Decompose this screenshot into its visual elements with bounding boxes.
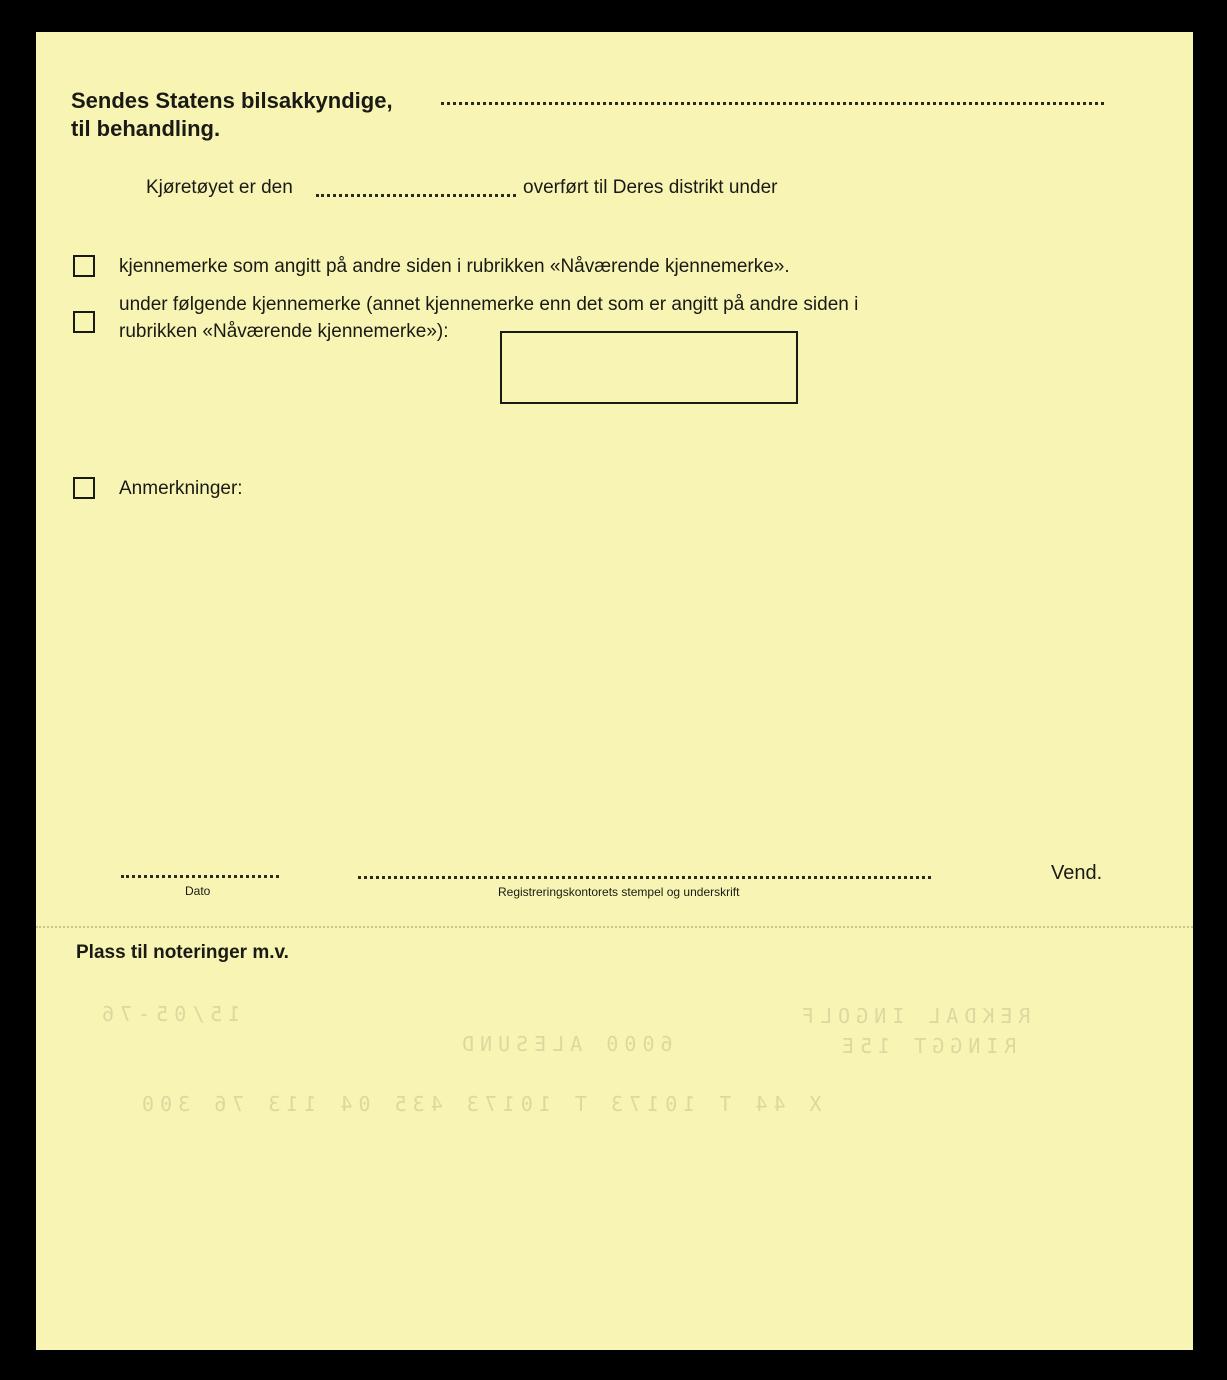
stamp-label: Registreringskontorets stempel og underskrift [498, 885, 740, 899]
heading-line2: til behandling. [71, 116, 221, 141]
option2-label-line1: under følgende kjennemerke (annet kjennemerke enn det som er angitt på andre siden i [119, 294, 859, 315]
heading-line1: Sendes Statens bilsakkyndige, [71, 88, 393, 113]
date-fill-line[interactable] [121, 875, 279, 878]
turn-over-label: Vend. [1051, 862, 1103, 884]
notes-label: Plass til noteringer m.v. [76, 942, 289, 963]
transfer-date-fill-line[interactable] [316, 194, 516, 197]
bleed-through-date: 15/05-76 [96, 1002, 241, 1026]
date-label: Dato [185, 884, 211, 898]
addressee-fill-line[interactable] [441, 102, 1104, 105]
remarks-label: Anmerkninger: [119, 478, 243, 499]
bleed-through-street: RINGGT 15E [836, 1034, 1017, 1058]
bleed-through-codes: X 44 T 10173 T 10173 435 04 113 76 300 [136, 1092, 822, 1116]
transfer-label: Kjøretøyet er den [146, 177, 293, 198]
form-sheet [36, 32, 1193, 1350]
remarks-checkbox[interactable] [73, 477, 95, 499]
bleed-through-city: 6000 ALESUND [456, 1032, 673, 1056]
transfer-label-end: overført til Deres distrikt under [523, 177, 778, 198]
option1-checkbox[interactable] [73, 255, 95, 277]
option2-label-line2: rubrikken «Nåværende kjennemerke»): [119, 321, 449, 342]
stamp-signature-fill-line[interactable] [358, 876, 931, 879]
registration-plate-box[interactable] [500, 331, 798, 404]
option2-checkbox[interactable] [73, 311, 95, 333]
option1-label: kjennemerke som angitt på andre siden i rubrikken «Nåværende kjennemerke». [119, 256, 790, 277]
bleed-through-name: REKDAL INGOLF [796, 1004, 1031, 1028]
perforation-line [36, 926, 1193, 928]
